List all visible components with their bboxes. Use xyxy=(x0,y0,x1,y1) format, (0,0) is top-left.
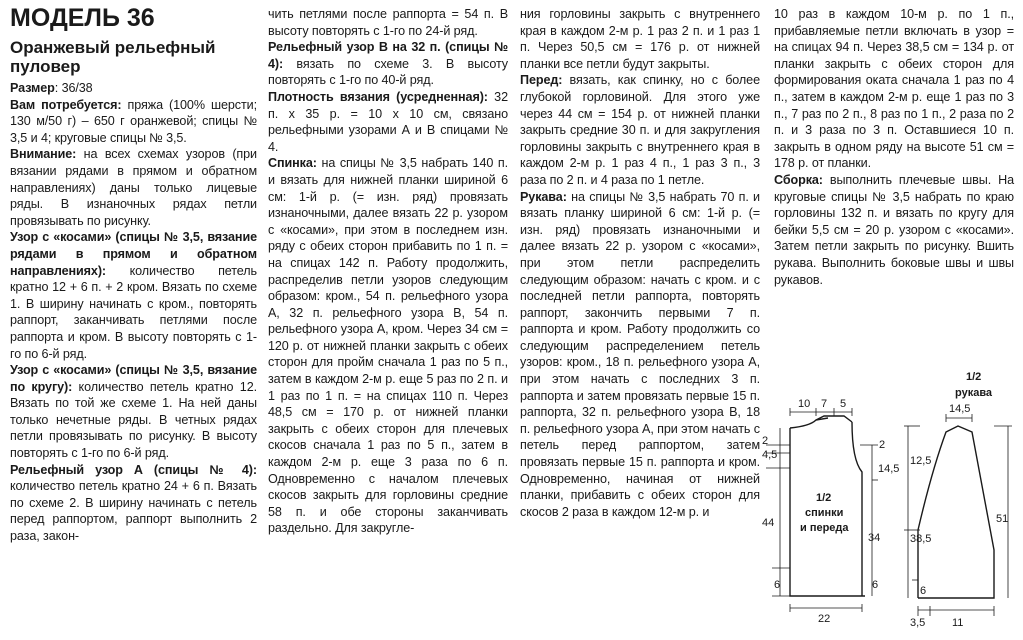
sleeve-title: рукава xyxy=(955,387,993,399)
body-bottom-width: 22 xyxy=(818,613,831,625)
text-column-1 xyxy=(10,4,257,545)
paragraph: Перед: вязать, как спинку, но с более глубокой горловиной. Для этого уже через 44 см = 154 р. от нижней планки закрыть средние 30 п. и для закругления горловины закрыть с внутреннего края в каждом 2-м р. 1 раз 4 п., 1 раз 3 п., 3 раза по 2 п. и 4 раза по 1 петле. xyxy=(520,73,760,187)
paragraph: ния горловины закрыть с внутреннего края в каждом 2-м р. 1 раз 2 п. и 1 раз 1 п. Через 50,5 см = 176 р. от нижней планки все петли будут закрыты. xyxy=(520,7,760,71)
model-subtitle: Оранжевый рельефный пуловер xyxy=(10,38,216,76)
paragraph: Размер: 36/38 xyxy=(10,81,93,95)
paragraph: Спинка: на спицы № 3,5 набрать 140 п. и вязать для нижней планки шириной 6 см: 1-й р. (= изн. ряд) провязать изнаночными, далее вязать 22 р. узором с «косами», при этом в последнем изн. ряду с обеих сторон прибавить по 1 п. = на спицах 142 п. Работу продолжить, распределив петли узоров следующим образом: кром., 54 п. рельефного узора А, 32 п. рельефного узора В, 54 п. рельефного узора А, кром. Через 34 см = 120 р. от нижней планки закрыть с обеих сторон для пройм сначала 1 раз по 5 п., затем в каждом 2-м р. еще 5 раз по 2 п. и 1 раз по 1 п. = на спицах 110 п. Через 48,5 см = 170 р. от нижней планки закрыть с обеих сторон для плечевых скосов сначала 1 раз по 5 п., затем в каждом 2-м р. еще 3 раза по 6 п. Одновременно с началом плечевых скосов закрыть для горловины средние 58 п. и обе стороны заканчивать раздельно. Для закругле- xyxy=(268,156,508,536)
body-neck-depth: 4,5 xyxy=(762,449,778,461)
paragraph: Внимание: на всех схемах узоров (при вязании рядами в прямом и обратном направлениях) даны только лицевые ряды. В изнаночных рядах петли провязывать по рисунку. xyxy=(10,147,257,228)
paragraph: Вам потребуется: пряжа (100% шерсти; 130 м/50 г) – 650 г оранжевой; спицы № 3,5 и 4; круговые спицы № 3,5. xyxy=(10,97,257,145)
paragraph: чить петлями после раппорта = 54 п. В высоту повторять с 1-го по 24-й ряд. xyxy=(268,7,508,38)
body-outline xyxy=(790,416,865,596)
sleeve-title-fraction: 1/2 xyxy=(966,371,982,383)
pattern-diagram xyxy=(760,360,1020,635)
paragraph: Узор с «косами» (спицы № 3,5, вязание рядами в прямом и обратном направлениях): количество петель кратно 12 + 6 п. + 2 кром. Вязать по схеме 1. В ширину начинать с кром., повторять раппорт, заканчивать петлями после раппорта и кром. В высоту повторять с 1-го по 6-й ряд. xyxy=(10,230,257,361)
text-column-3 xyxy=(520,6,760,520)
body-label-fraction: 1/2 xyxy=(816,492,832,504)
body-label-front: и переда xyxy=(800,522,849,534)
body-hem-right: 6 xyxy=(872,579,879,591)
pattern-diagram-svg xyxy=(760,360,1020,635)
body-shoulder-left: 2 xyxy=(762,435,769,447)
paragraph: Рельефный узор А (спицы № 4): количество петель кратно 24 + 6 п. Вязать по схеме 2. В ширину начинать с петель перед раппортом, раппорт выполнить 2 раза, закон- xyxy=(10,462,257,544)
sleeve-length: 38,5 xyxy=(910,533,932,545)
body-side-length: 34 xyxy=(868,532,881,544)
sleeve-total-length: 51 xyxy=(996,513,1009,525)
text-column-2 xyxy=(268,6,508,537)
paragraph: Рукава: на спицы № 3,5 набрать 70 п. и вязать планку шириной 6 см: 1-й р. (= изн. ряд) провязать изнаночными и далее вязать 22 р. узором с «косами», при этом петли распределить следующим образом: начать с кром. и с последней петли раппорта, повторять раппорт, закончить первыми 7 п. раппорта и кром. Работу продолжить со следующим распределением петель узоров: кром., 18 п. рельефного узора А, при этом начать с последних 3 п. раппорта и затем провязать первые 15 п. раппорта, 32 п. рельефного узора В, 18 п. рельефного узора А, при этом начать с петель перед раппортом, затем провязать первые 15 п. раппорта и кром. Одновременно, начиная от нижней планки, прибавить с обеих сторон для скосов 2 раза в каждом 12-м р. и xyxy=(520,189,760,519)
body-width-armhole: 5 xyxy=(840,398,847,410)
body-width-shoulder: 7 xyxy=(821,398,828,410)
paragraph: Узор с «косами» (спицы № 3,5, вязание по кругу): количество петель кратно 12. Вязать по той же схеме 1. На ней даны только нечетные ряды. В четных рядах петли провязывать по рисунку. В высоту повторять с 1-го по 6-й ряд. xyxy=(10,363,257,461)
body-total-height: 44 xyxy=(762,517,775,529)
sleeve-cuff-height: 6 xyxy=(920,585,927,597)
page-title: МОДЕЛЬ 36 xyxy=(10,4,155,32)
paragraph: Плотность вязания (усредненная): 32 п. х 35 р. = 10 х 10 см, связано рельефными узорами А и В спицами № 4. xyxy=(268,89,508,154)
sleeve-top-width: 14,5 xyxy=(949,403,971,415)
text-column-4 xyxy=(774,6,1014,288)
paragraph: Рельефный узор В на 32 п. (спицы № 4): вязать по схеме 3. В высоту повторять с 1-го по 40-й ряд. xyxy=(268,40,508,88)
body-hem-left: 6 xyxy=(774,579,781,591)
paragraph: 10 раз в каждом 10-м р. по 1 п., прибавляемые петли включать в узор = на спицах 94 п. Через 38,5 см = 134 р. от планки закрыть с обеих сторон для формирования оката сначала 1 раз по 4 п., затем в каждом 2-м р. еще 1 раз по 3 п., 7 раз по 2 п., 8 раз по 1 п., 2 раза по 2 п. и 3 раза по 3 п. Оставшиеся 10 п. закрыть в одном ряду на высоте 51 см = 178 р. от планки. xyxy=(774,7,1014,171)
body-shoulder-right: 2 xyxy=(879,439,886,451)
body-width-neck: 10 xyxy=(798,398,811,410)
body-armhole-height: 14,5 xyxy=(878,463,900,475)
sleeve-bottom-edge: 3,5 xyxy=(910,617,926,629)
paragraph: Сборка: выполнить плечевые швы. На круговые спицы № 3,5 набрать по краю горловины 132 п. и вязать по кругу для бейки 5,5 см = 20 р. узором с «косами». Затем петли закрыть по рисунку. Вшить рукава. Выполнить боковые швы и швы рукавов. xyxy=(774,172,1014,287)
sleeve-cap-height: 12,5 xyxy=(910,455,932,467)
sleeve-bottom-width: 11 xyxy=(952,617,964,629)
body-label-back: спинки xyxy=(805,507,844,519)
sleeve-outline xyxy=(918,426,994,598)
